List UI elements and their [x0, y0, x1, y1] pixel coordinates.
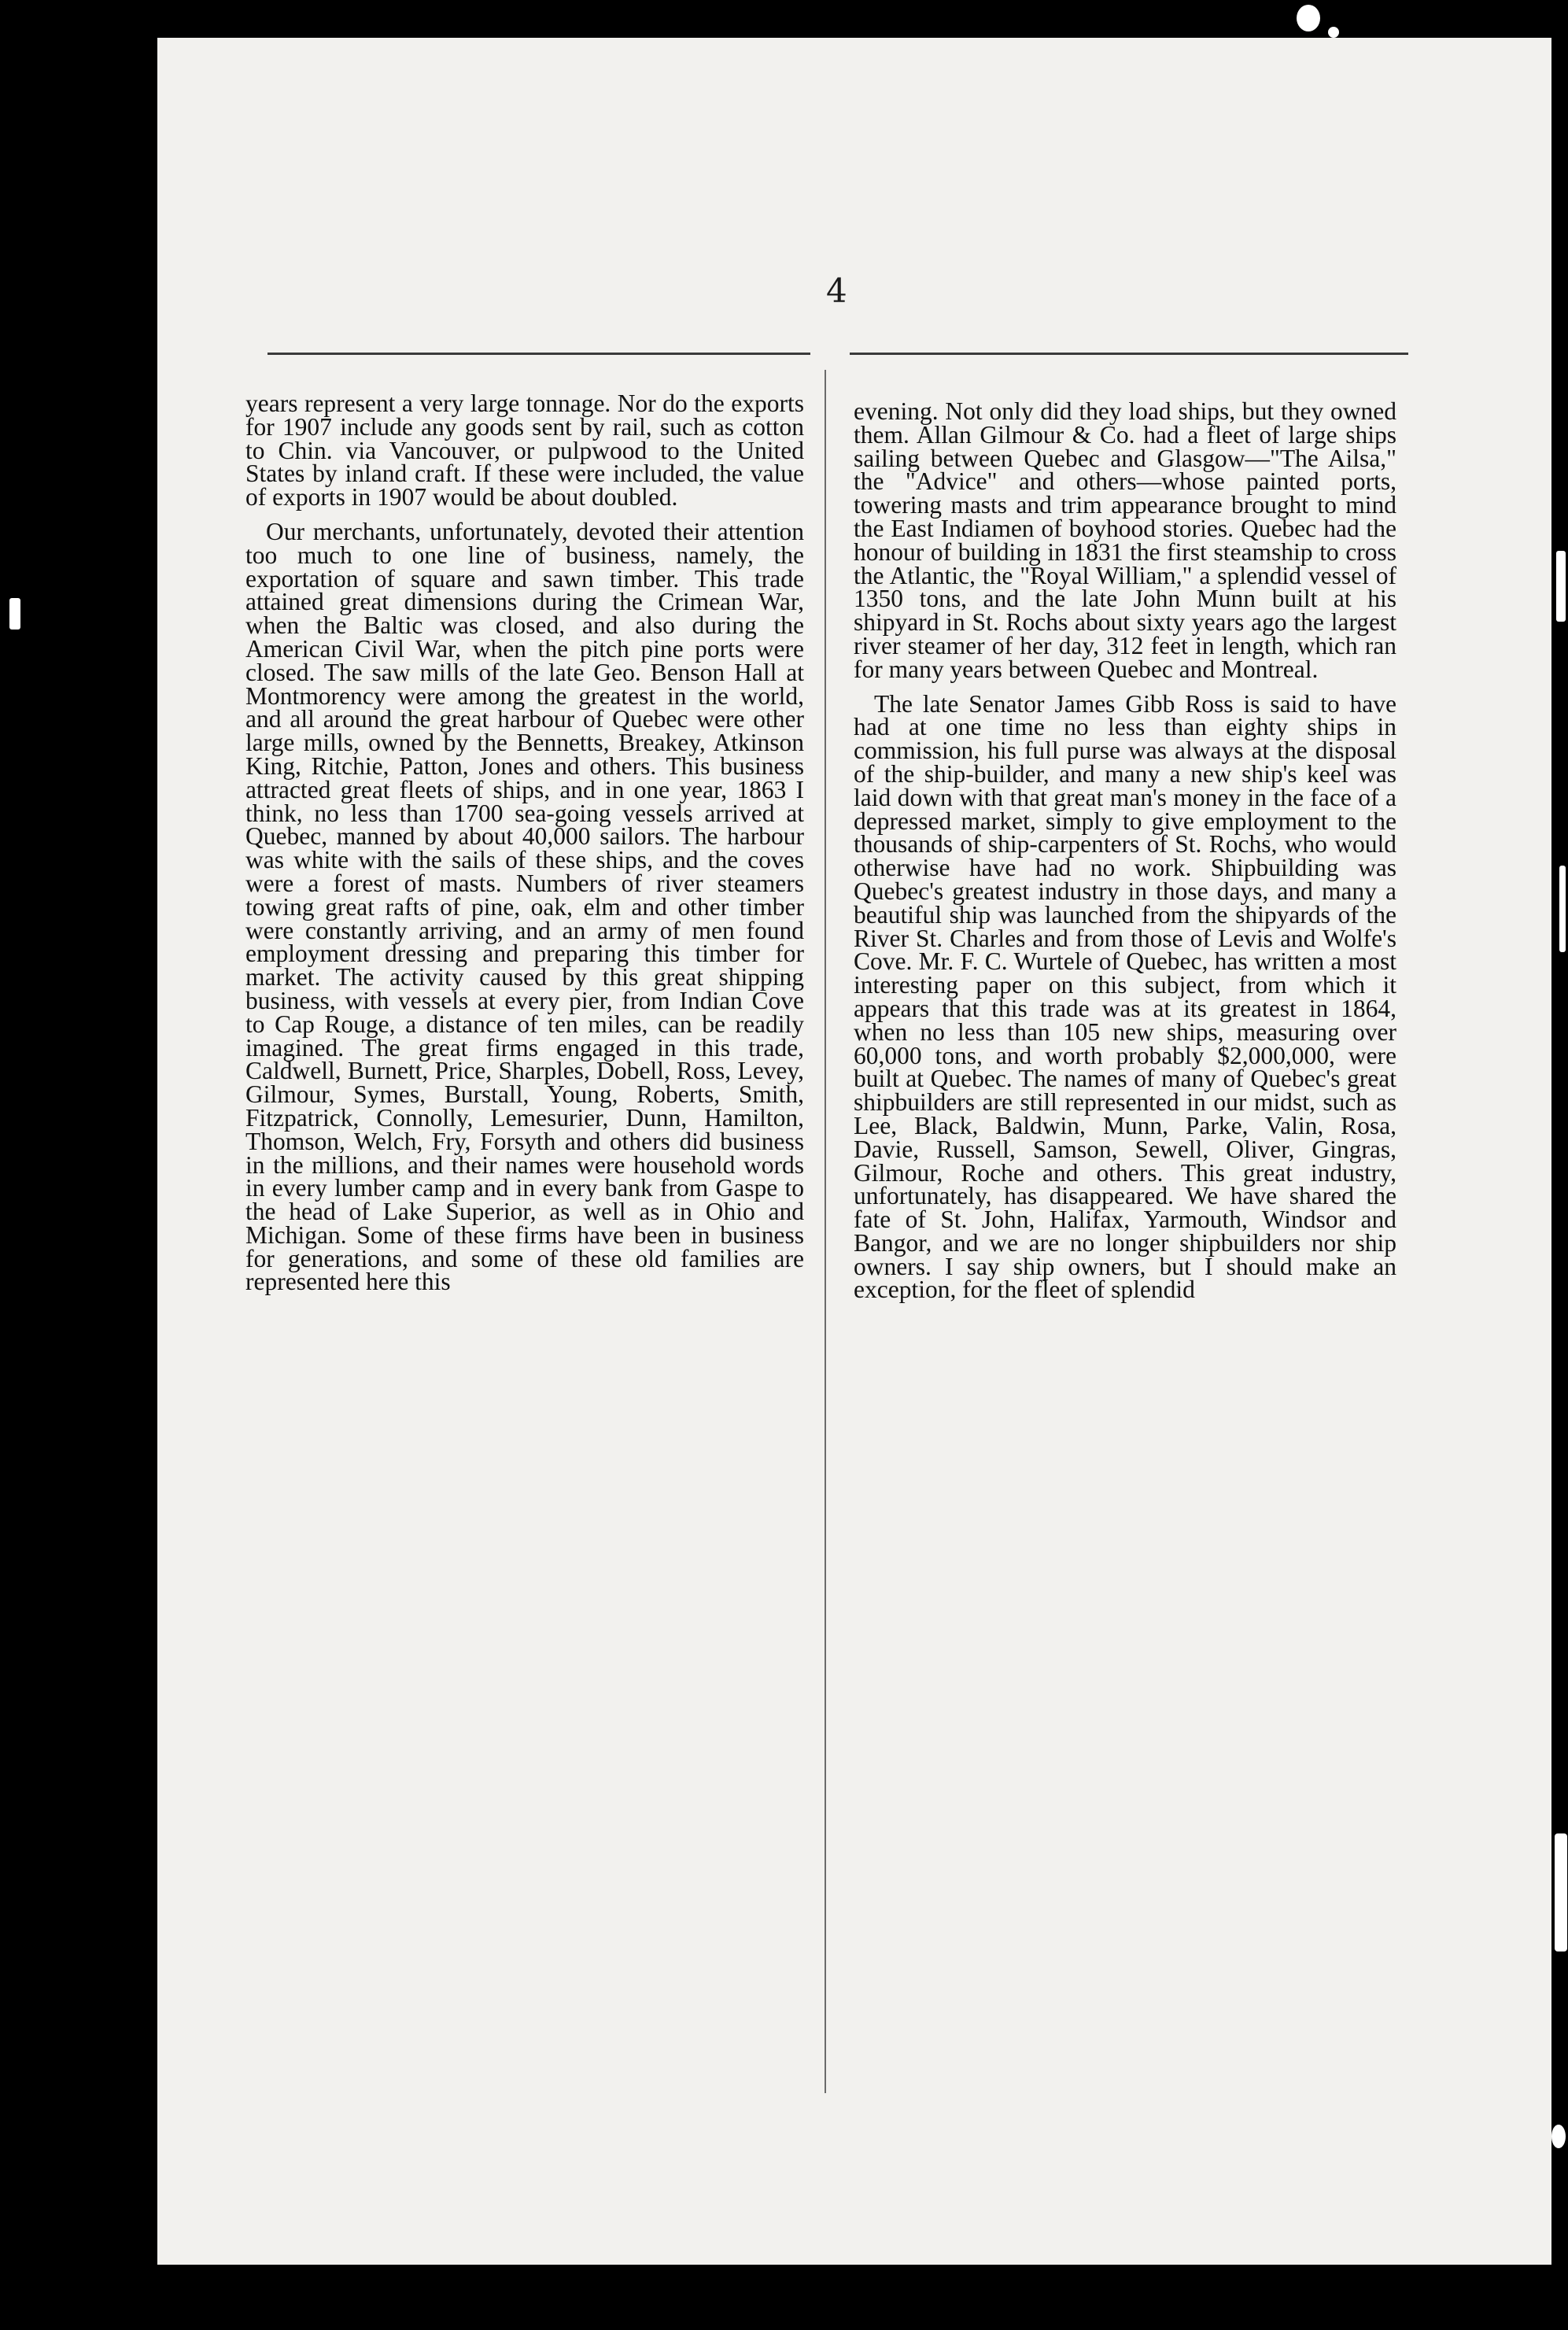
- film-speck: [1555, 1833, 1567, 1952]
- top-rule-right: [850, 353, 1408, 355]
- film-speck: [1297, 5, 1320, 31]
- left-paragraph-2: Our merchants, unfortunately, devoted their attention too much to one line of business, namely, the exportation of square and sawn timber. This trade attained great dimensions during the Crimean War, when the Baltic was closed, and also during the American Civil War, when the pitch pine ports were closed. The saw mills of the late Geo. Benson Hall at Montmorency were among the greatest in the world, and all around the great harbour of Quebec were other large mills, owned by the Bennetts, Breakey, Atkinson King, Ritchie, Patton, Jones and others. This business attracted great fleets of ships, and in one year, 1863 I think, no less than 1700 sea-going vessels arrived at Quebec, manned by about 40,000 sailors. The harbour was white with the sails of these ships, and the coves were a forest of masts. Numbers of river steamers towing great rafts of pine, oak, elm and other timber were constantly arriving, and an army of men found employment dressing and preparing this timber for market. The activity caused by this great shipping business, with vessels at every pier, from Indian Cove to Cap Rouge, a distance of ten miles, can be readily imagined. The great firms engaged in this trade, Caldwell, Burnett, Price, Sharples, Dobell, Ross, Levey, Gilmour, Symes, Burstall, Young, Roberts, Smith, Fitzpatrick, Connolly, Lemesurier, Dunn, Hamilton, Thomson, Welch, Fry, Forsyth and others did business in the millions, and their names were household words in every lumber camp and in every bank from Gaspe to the head of Lake Superior, as well as in Ohio and Michigan. Some of these firms have been in business for generations, and some of these old families are represented here this: [245, 517, 804, 1296]
- top-rule-left: [267, 353, 810, 355]
- right-column: [854, 397, 1396, 1304]
- right-paragraph-2: The late Senator James Gibb Ross is said to have had at one time no less than eighty ships in commission, his full purse was always at the disposal of the ship-builder, and many a new ship's keel was laid down with that great man's money in the face of a depressed market, simply to give employment to the thousands of ship-carpenters of St. Rochs, who would otherwise have had no work. Shipbuilding was Quebec's greatest industry in those days, and many a beautiful ship was launched from the shipyards of the River St. Charles and from those of Levis and Wolfe's Cove. Mr. F. C. Wurtele of Quebec, has written a most interesting paper on this subject, from which it appears that this trade was at its greatest in 1864, when no less than 105 new ships, measuring over 60,000 tons, and worth probably $2,000,000, were built at Quebec. The names of many of Quebec's great shipbuilders are still represented in our midst, such as Lee, Black, Baldwin, Munn, Parke, Valin, Rosa, Davie, Russell, Samson, Sewell, Oliver, Gingras, Gilmour, Roche and others. This great industry, unfortunately, has disappeared. We have shared the fate of St. John, Halifax, Yarmouth, Windsor and Bangor, and we are no longer shipbuilders nor ship owners. I say ship owners, but I should make an exception, for the fleet of splendid: [854, 689, 1396, 1304]
- film-speck: [9, 598, 20, 630]
- film-speck: [1328, 27, 1339, 38]
- page-number: 4: [826, 271, 847, 310]
- column-divider: [825, 370, 826, 2093]
- right-paragraph-1: evening. Not only did they load ships, but they owned them. Allan Gilmour & Co. had a fleet of large ships sailing between Quebec and Glasgow—"The Ailsa," the "Advice" and others—whose painted ports, towering masts and trim appearance brought to mind the East Indiamen of boyhood stories. Quebec had the honour of building in 1831 the first steamship to cross the Atlantic, the "Royal William," a splendid vessel of 1350 tons, and the late John Munn built at his shipyard in St. Rochs about sixty years ago the largest river steamer of her day, 312 feet in length, which ran for many years between Quebec and Montreal.: [854, 397, 1396, 683]
- film-speck: [1559, 866, 1566, 952]
- film-speck: [1556, 551, 1566, 622]
- left-paragraph-1: years represent a very large tonnage. Nor do the exports for 1907 include any goods sent by rail, such as cotton to Chin. via Vancouver, or pulpwood to the United States by inland craft. If these were included, the value of exports in 1907 would be about doubled.: [245, 390, 804, 511]
- left-column: [245, 392, 804, 1294]
- film-speck: [1551, 2125, 1566, 2148]
